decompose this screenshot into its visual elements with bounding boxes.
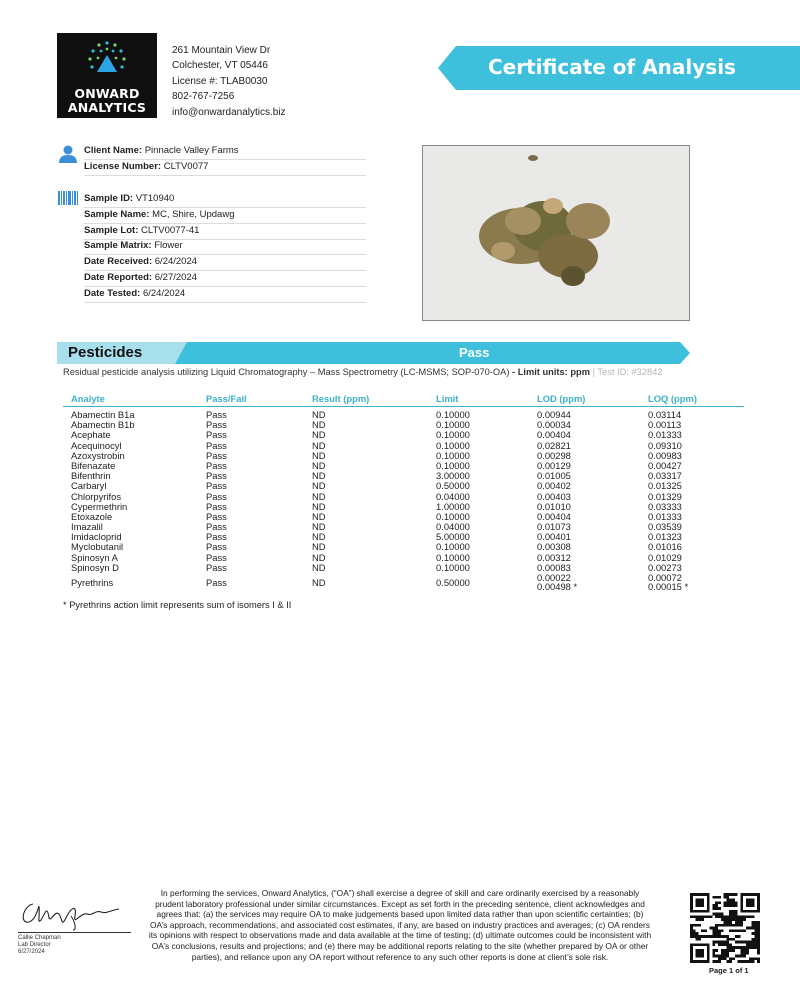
table-row: [63, 492, 744, 502]
cell-pass-fail: Pass: [206, 459, 227, 471]
cell-analyte: Myclobutanil: [71, 541, 124, 553]
date-reported-label: Date Reported:: [84, 272, 153, 283]
cell-loq: 0.01029: [648, 551, 682, 563]
cell-lod-line1: 0.00022: [537, 572, 571, 583]
cell-loq: 0.01016: [648, 541, 682, 553]
cell-loq: 0.03317: [648, 470, 682, 482]
cell-analyte: Bifenthrin: [71, 470, 111, 482]
table-row: [63, 512, 744, 522]
cell-limit: 0.10000: [436, 541, 470, 553]
cell-analyte: Acephate: [71, 429, 111, 441]
cell-result: ND: [312, 449, 326, 461]
pesticides-table: [63, 391, 744, 593]
sample-matrix-row: [84, 239, 366, 255]
cell-lod: 0.00402: [537, 480, 571, 492]
cell-limit: 0.10000: [436, 459, 470, 471]
cell-pass-fail: Pass: [206, 480, 227, 492]
table-row: [63, 471, 744, 481]
table-row: [63, 502, 744, 512]
sample-id-row: [84, 192, 366, 208]
cell-analyte: Imazalil: [71, 521, 103, 533]
date-tested-value: 6/24/2024: [142, 288, 186, 299]
column-header-lod: LOD (ppm): [537, 393, 586, 404]
cell-result: ND: [312, 510, 326, 522]
date-received-row: [84, 255, 366, 271]
date-reported-row: [84, 271, 366, 287]
cell-lod: 0.00129: [537, 459, 571, 471]
cell-loq: 0.00427: [648, 459, 682, 471]
cell-result: ND: [312, 439, 326, 451]
cell-lod: 0.00083: [537, 561, 571, 573]
pesticides-title: Pesticides: [68, 344, 143, 361]
cell-pass-fail: Pass: [206, 490, 227, 502]
cell-result: ND: [312, 500, 326, 512]
sample-id-label: Sample ID:: [84, 193, 134, 204]
date-tested-label: Date Tested:: [84, 288, 141, 299]
table-row: [63, 532, 744, 542]
cell-analyte: Spinosyn A: [71, 551, 118, 563]
method-description: Residual pesticide analysis utilizing Liquid Chromatography – Mass Spectrometry (LC-MSMS; SOP-070-OA): [63, 367, 510, 377]
cell-limit: 0.50000: [436, 480, 470, 492]
cell-pass-fail: Pass: [206, 521, 227, 533]
lab-contact-info: [172, 43, 286, 120]
cell-pass-fail: Pass: [206, 419, 227, 431]
cell-analyte: Spinosyn D: [71, 561, 119, 573]
cell-limit: 0.50000: [436, 577, 470, 588]
limit-units: - Limit units: ppm: [509, 367, 590, 377]
cell-loq: 0.01325: [648, 480, 682, 492]
cell-result: ND: [312, 409, 326, 420]
cell-lod-line2: 0.00498 *: [537, 581, 578, 592]
cell-limit: 1.00000: [436, 500, 470, 512]
cell-analyte: Acequinocyl: [71, 439, 122, 451]
table-row: [63, 451, 744, 461]
sample-matrix-label: Sample Matrix:: [84, 240, 152, 251]
lab-email: info@onwardanalytics.biz: [172, 106, 286, 118]
cell-loq: 0.00273: [648, 561, 682, 573]
cell-loq: [648, 573, 688, 591]
test-id: | Test ID: #32842: [590, 367, 663, 377]
cell-loq-line1: 0.00072: [648, 572, 682, 583]
signer-name: Callie Chapman: [18, 935, 61, 941]
cell-pass-fail: Pass: [206, 577, 227, 588]
cell-result: ND: [312, 419, 326, 431]
cell-result: ND: [312, 521, 326, 533]
cell-lod: 0.00034: [537, 419, 571, 431]
cell-analyte: Imidacloprid: [71, 531, 122, 543]
cell-pass-fail: Pass: [206, 510, 227, 522]
sample-lot-row: [84, 224, 366, 240]
table-row: [63, 553, 744, 563]
sample-lot-label: Sample Lot:: [84, 225, 139, 236]
cell-lod: 0.01073: [537, 521, 571, 533]
cell-loq: 0.00113: [648, 419, 682, 431]
table-row: [63, 410, 744, 420]
cell-limit: 0.10000: [436, 429, 470, 441]
cell-limit: 0.10000: [436, 561, 470, 573]
cell-limit: 0.10000: [436, 510, 470, 522]
onward-analytics-logo: [57, 33, 157, 118]
cell-result: ND: [312, 551, 326, 563]
cell-result: ND: [312, 429, 326, 441]
cell-analyte: Abamectin B1a: [71, 409, 135, 420]
cell-loq: 0.03333: [648, 500, 682, 512]
logo-text-line2: ANALYTICS: [67, 100, 147, 115]
cell-lod: 0.02821: [537, 439, 571, 451]
cell-pass-fail: Pass: [206, 409, 227, 420]
cell-analyte: Pyrethrins: [71, 577, 114, 588]
column-header-limit: Limit: [436, 393, 459, 404]
handwritten-signature: [15, 892, 125, 932]
client-name-value: Pinnacle Valley Farms: [144, 145, 239, 156]
cell-lod: 0.00404: [537, 510, 571, 522]
cell-lod: 0.00312: [537, 551, 571, 563]
cell-limit: 0.10000: [436, 449, 470, 461]
sample-name-value: MC, Shire, Updawg: [152, 209, 235, 220]
cannabis-flower-image: [423, 146, 689, 320]
cell-analyte: Etoxazole: [71, 510, 113, 522]
date-received-value: 6/24/2024: [154, 256, 198, 267]
qr-code-icon[interactable]: [690, 893, 760, 963]
column-header-loq: LOQ (ppm): [648, 393, 697, 404]
cell-loq: 0.01329: [648, 490, 682, 502]
cell-lod: 0.00298: [537, 449, 571, 461]
cell-analyte: Carbaryl: [71, 480, 107, 492]
barcode-icon: [58, 191, 78, 205]
table-row: [63, 563, 744, 573]
pesticides-banner-shape: [57, 342, 690, 364]
table-row: [63, 461, 744, 471]
cell-pass-fail: Pass: [206, 470, 227, 482]
certificate-title-banner: [438, 46, 800, 90]
cell-lod: 0.00944: [537, 409, 571, 420]
cell-lod: [537, 573, 577, 591]
client-name-row: [84, 144, 366, 160]
sample-name-label: Sample Name:: [84, 209, 150, 220]
table-row: [63, 481, 744, 491]
logo-text-line1: ONWARD: [74, 86, 140, 101]
pesticides-section-header: [57, 342, 690, 364]
cell-loq: 0.01333: [648, 429, 682, 441]
cell-pass-fail: Pass: [206, 561, 227, 573]
table-header-row: [63, 391, 744, 407]
cell-pass-fail: Pass: [206, 500, 227, 512]
lab-address-line1: 261 Mountain View Dr: [172, 45, 271, 56]
signer-title: Lab Director: [18, 942, 51, 948]
pesticides-status: Pass: [459, 345, 490, 360]
cell-analyte: Bifenazate: [71, 459, 116, 471]
cell-limit: 0.10000: [436, 551, 470, 563]
cell-loq-line2: 0.00015 *: [648, 581, 689, 592]
pesticides-description: [63, 367, 723, 378]
cell-lod: 0.00403: [537, 490, 571, 502]
cell-result: ND: [312, 531, 326, 543]
cell-result: ND: [312, 561, 326, 573]
client-name-label: Client Name:: [84, 145, 143, 156]
table-row: [63, 420, 744, 430]
cell-lod: 0.00401: [537, 531, 571, 543]
license-number-value: CLTV0077: [163, 161, 209, 172]
cell-loq: 0.03539: [648, 521, 682, 533]
table-row: [63, 542, 744, 552]
date-received-label: Date Received:: [84, 256, 153, 267]
cell-pass-fail: Pass: [206, 439, 227, 451]
cell-limit: 0.04000: [436, 490, 470, 502]
cell-limit: 0.10000: [436, 419, 470, 431]
lab-address-line2: Colchester, VT 05446: [172, 60, 268, 72]
date-reported-value: 6/27/2024: [154, 272, 197, 283]
cell-pass-fail: Pass: [206, 531, 227, 543]
table-body: [63, 410, 744, 573]
column-header-analyte: Analyte: [71, 393, 105, 404]
sample-photo: [422, 145, 690, 321]
license-number-row: [84, 160, 366, 176]
table-row: [63, 441, 744, 451]
cell-lod: 0.00404: [537, 429, 571, 441]
table-row: [63, 522, 744, 532]
cell-analyte: Chlorpyrifos: [71, 490, 122, 502]
cell-pass-fail: Pass: [206, 449, 227, 461]
lab-phone: 802-767-7256: [172, 91, 235, 103]
table-row-pyrethrins: [63, 573, 744, 593]
cell-loq: 0.01323: [648, 531, 682, 543]
cell-result: ND: [312, 490, 326, 502]
cell-limit: 0.10000: [436, 409, 470, 420]
cell-limit: 0.04000: [436, 521, 470, 533]
column-header-pass-fail: Pass/Fail: [206, 393, 247, 404]
signer-block: [18, 935, 61, 956]
cell-result: ND: [312, 470, 326, 482]
cell-analyte: Azoxystrobin: [71, 449, 125, 461]
cell-analyte: Abamectin B1b: [71, 419, 135, 431]
sample-lot-value: CLTV0077-41: [141, 225, 200, 236]
cell-loq: 0.00983: [648, 449, 682, 461]
signed-date: 6/27/2024: [18, 949, 45, 955]
cell-analyte: Cypermethrin: [71, 500, 128, 512]
cell-pass-fail: Pass: [206, 429, 227, 441]
cell-limit: 0.10000: [436, 439, 470, 451]
license-number-label: License Number:: [84, 161, 162, 172]
cell-loq: 0.01333: [648, 510, 682, 522]
legal-disclaimer: In performing the services, Onward Analytics, (“OA”) shall exercise a degree of skill and care ordinarily exercised by a reasonably prudent laboratory professional under similar circumstances. Except as set forth in the preceding sentence, client acknowledges and agrees that: (a) the services may require OA to make judgements based upon limited data rather than upon scientific certainties; (b) OA’s approach, recommendations, and associated cost estimates, if any, are based on industry practices and averages; (c) OA renders its opinions with respect to observations made and data available at the time of testing; (d) ultimate outcomes could be inconsistent with OA’s conclusions, results and projections; and (e) there may be additional reports relating to the site (whether prepared by OA or other parties), and reliance upon any OA report without reference to any such other reports is done at client’s sole risk.: [148, 888, 652, 962]
cell-loq: 0.09310: [648, 439, 682, 451]
pyrethrins-footnote: * Pyrethrins action limit represents sum of isomers I & II: [63, 600, 292, 610]
date-tested-row: [84, 287, 366, 303]
certificate-title: Certificate of Analysis: [488, 55, 736, 79]
signature-line: [18, 932, 131, 933]
cell-lod: 0.01010: [537, 500, 571, 512]
cell-lod: 0.01005: [537, 470, 571, 482]
cell-loq: 0.03114: [648, 409, 682, 420]
table-row: [63, 430, 744, 440]
cell-result: ND: [312, 459, 326, 471]
cell-pass-fail: Pass: [206, 541, 227, 553]
logo-mark-icon: [85, 39, 129, 83]
cell-pass-fail: Pass: [206, 551, 227, 563]
lab-license: License #: TLAB0030: [172, 75, 268, 87]
sample-matrix-value: Flower: [154, 240, 183, 251]
cell-lod: 0.00308: [537, 541, 571, 553]
cell-result: ND: [312, 577, 326, 588]
sample-id-value: VT10940: [135, 193, 175, 204]
cell-limit: 5.00000: [436, 531, 470, 543]
person-icon: [58, 144, 78, 164]
cell-limit: 3.00000: [436, 470, 470, 482]
page-number: Page 1 of 1: [709, 966, 749, 975]
cell-result: ND: [312, 541, 326, 553]
column-header-result: Result (ppm): [312, 393, 370, 404]
cell-result: ND: [312, 480, 326, 492]
sample-name-row: [84, 208, 366, 224]
